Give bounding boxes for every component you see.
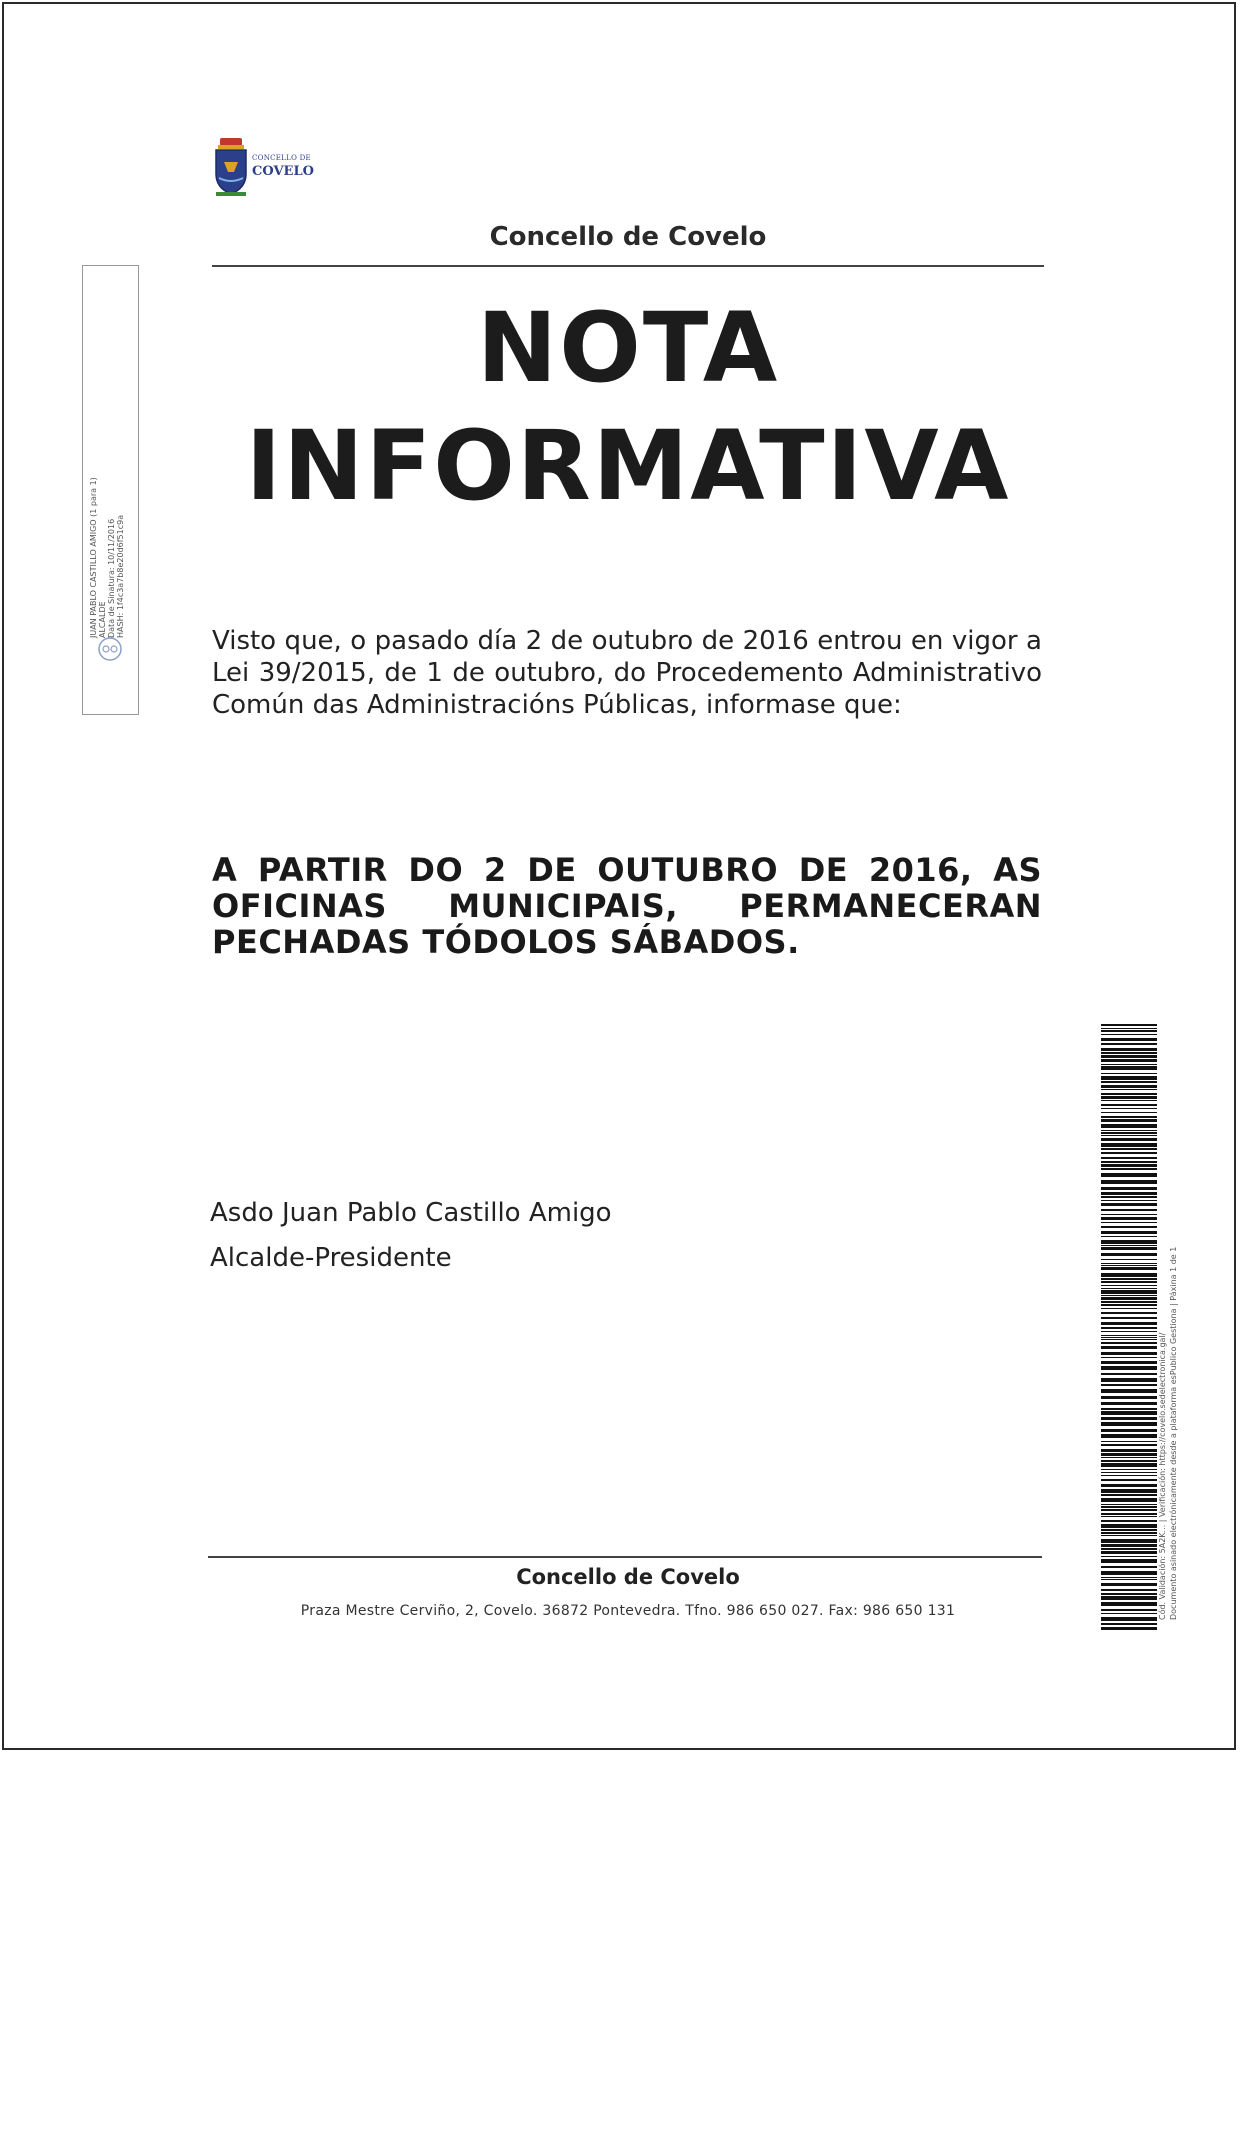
footer-title: Concello de Covelo	[516, 1565, 740, 1589]
logo-caption-small: CONCELLO DE	[252, 154, 311, 162]
stamp-line: HASH: 1f4c3a7b8e20d6f51c9a	[116, 514, 125, 638]
logo-caption: COVELO	[252, 164, 314, 179]
signatory-role: Alcalde-Presidente	[210, 1243, 452, 1273]
barcode-caption	[1158, 1246, 1188, 2140]
signature-stamp	[82, 265, 139, 715]
stamp-line: ALCALDE	[98, 601, 107, 638]
barcode-caption-line: Documento asinado electrónicamente desde a plataforma esPublico Gestiona | Páxina 1 de 1	[1169, 1246, 1178, 1620]
signatory-name: Asdo Juan Pablo Castillo Amigo	[210, 1198, 612, 1228]
footer-rule	[208, 1556, 1042, 1558]
header-rule	[212, 265, 1044, 267]
stamp-line: Data de Sinatura: 10/11/2016	[107, 518, 116, 638]
stamp-text	[87, 350, 123, 638]
barcode-caption-line: Cód. Validación: 5A2K... | Verificación: https://covelo.sedelectronica.gal/	[1158, 1332, 1167, 1620]
notice-title-line1: NOTA	[476, 292, 780, 404]
coat-of-arms-icon	[212, 136, 250, 198]
stamp-line: JUAN PABLO CASTILLO AMIGO (1 para 1)	[89, 477, 98, 638]
footer-address: Praza Mestre Cerviño, 2, Covelo. 36872 Pontevedra. Tfno. 986 650 027. Fax: 986 650 131	[300, 1603, 956, 1619]
notice-announcement: A PARTIR DO 2 DE OUTUBRO DE 2016, AS OFICINAS MUNICIPAIS, PERMANECERAN PECHADAS TÓDOLOS SÁBADOS.	[212, 851, 1042, 961]
concello-logo	[212, 136, 322, 198]
barcode-icon	[1101, 1024, 1157, 1634]
notice-title-line2: INFORMATIVA	[245, 410, 1011, 522]
notice-intro: Visto que, o pasado día 2 de outubro de 2016 entrou en vigor a Lei 39/2015, de 1 de outubro, do Procedemento Administrativo Común das Administracións Públicas, informase que:	[212, 626, 1042, 720]
header-title: Concello de Covelo	[489, 222, 767, 252]
seal-icon	[97, 636, 123, 662]
